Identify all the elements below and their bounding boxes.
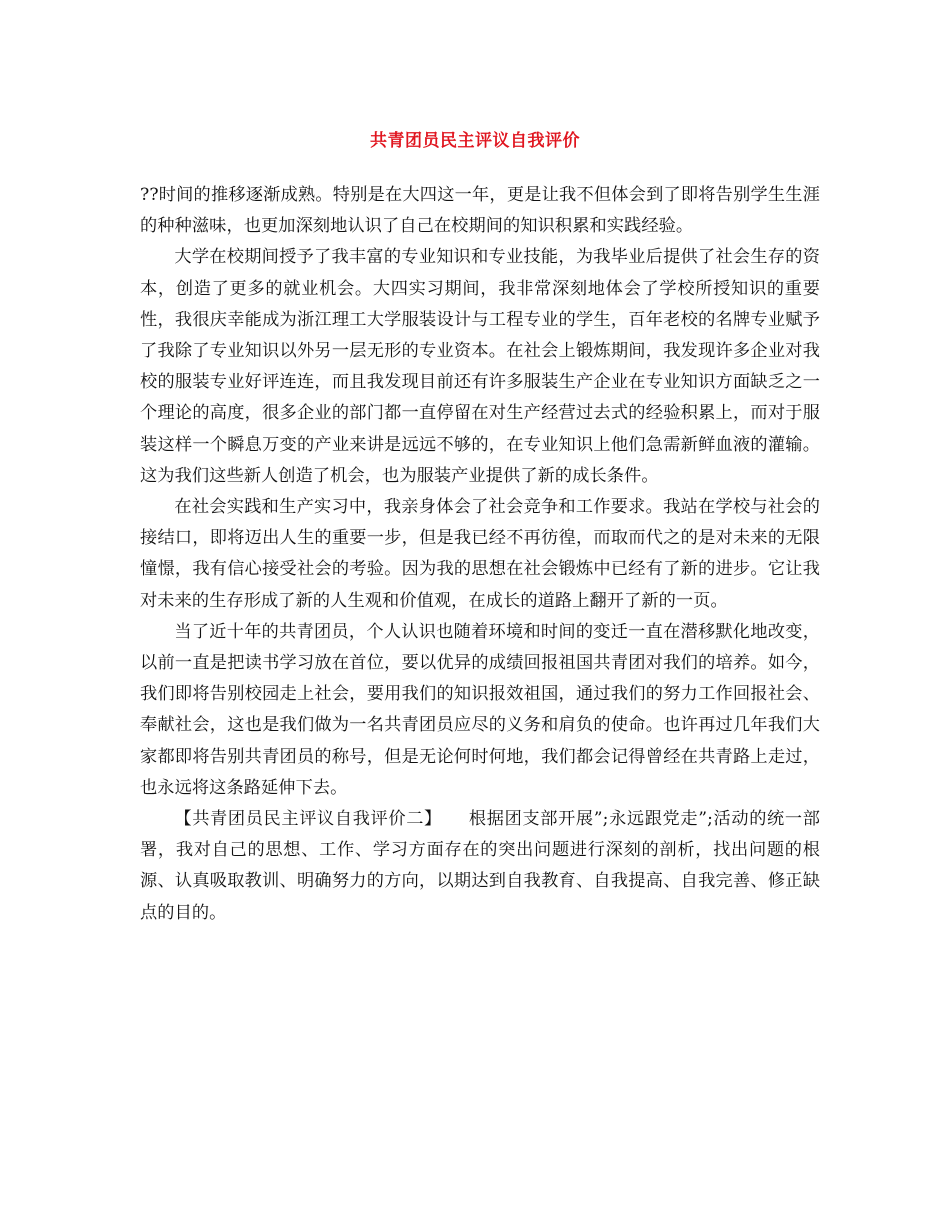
paragraph-2: 大学在校期间授予了我丰富的专业知识和专业技能，为我毕业后提供了社会生存的资本，创造了更多的就业机会。大四实习期间，我非常深刻地体会了学校所授知识的重要性，我很庆幸能成为浙江理工大学服装设计与工程专业的学生，百年老校的名牌专业赋予了我除了专业知识以外另一层无形的专业资本。在社会上锻炼期间，我发现许多企业对我校的服装专业好评连连，而且我发现目前还有许多服装生产企业在专业知识方面缺乏之一个理论的高度，很多企业的部门都一直停留在对生产经营过去式的经验积累上，而对于服装这样一个瞬息万变的产业来讲是远远不够的，在专业知识上他们急需新鲜血液的灌输。这为我们这些新人创造了机会，也为服装产业提供了新的成长条件。 xyxy=(140,247,820,486)
page-title: 共青团员民主评议自我评价 xyxy=(370,131,580,151)
document-body xyxy=(140,180,820,929)
paragraph-3: 在社会实践和生产实习中，我亲身体会了社会竞争和工作要求。我站在学校与社会的接结口，即将迈出人生的重要一步，但是我已经不再彷徨，而取而代之的是对未来的无限憧憬，我有信心接受社会的考验。因为我的思想在社会锻炼中已经有了新的进步。它让我对未来的生存形成了新的人生观和价值观，在成长的道路上翻开了新的一页。 xyxy=(140,497,820,611)
paragraph-4: 当了近十年的共青团员，个人认识也随着环境和时间的变迁一直在潜移默化地改变，以前一直是把读书学习放在首位，要以优异的成绩回报祖国共青团对我们的培养。如今，我们即将告别校园走上社会，要用我们的知识报效祖国，通过我们的努力工作回报社会、奉献社会，这也是我们做为一名共青团员应尽的义务和肩负的使命。也许再过几年我们大家都即将告别共青团员的称号，但是无论何时何地，我们都会记得曾经在共青路上走过，也永远将这条路延伸下去。 xyxy=(140,621,820,798)
paragraph-5: 【共青团员民主评议自我评价二】 根据团支部开展”;永远跟党走”;活动的统一部署，我对自己的思想、工作、学习方面存在的突出问题进行深刻的剖析，找出问题的根源、认真吸取教训、明确努力的方向，以期达到自我教育、自我提高、自我完善、修正缺点的目的。 xyxy=(140,809,820,923)
paragraph-1: ??时间的推移逐渐成熟。特别是在大四这一年，更是让我不但体会到了即将告别学生生涯的种种滋味，也更加深刻地认识了自己在校期间的知识积累和实践经验。 xyxy=(140,185,820,237)
